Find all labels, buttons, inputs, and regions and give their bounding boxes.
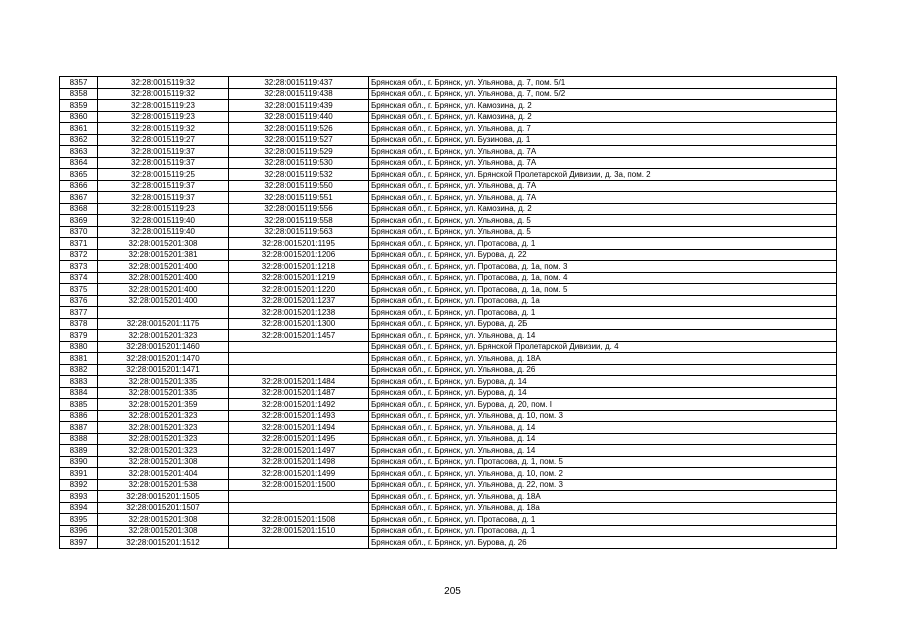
cadastral-number-cell [229, 364, 369, 376]
address-cell: Брянская обл., г. Брянск, ул. Ульянова, д. 22, пом. 3 [369, 479, 837, 491]
parent-cadastral-number-cell: 32:28:0015119:37 [98, 192, 229, 204]
row-number-cell: 8362 [60, 134, 98, 146]
address-cell: Брянская обл., г. Брянск, ул. Ульянова, д. 14 [369, 445, 837, 457]
parent-cadastral-number-cell: 32:28:0015201:1512 [98, 537, 229, 549]
cadastral-number-cell: 32:28:0015201:1495 [229, 433, 369, 445]
row-number-cell: 8366 [60, 180, 98, 192]
table-row [60, 169, 837, 181]
row-number-cell: 8372 [60, 249, 98, 261]
table-row [60, 456, 837, 468]
parent-cadastral-number-cell: 32:28:0015201:323 [98, 445, 229, 457]
address-cell: Брянская обл., г. Брянск, ул. Ульянова, д. 18А [369, 353, 837, 365]
cadastral-number-cell: 32:28:0015119:438 [229, 88, 369, 100]
row-number-cell: 8357 [60, 77, 98, 89]
row-number-cell: 8374 [60, 272, 98, 284]
row-number-cell: 8365 [60, 169, 98, 181]
cadastral-number-cell: 32:28:0015119:532 [229, 169, 369, 181]
row-number-cell: 8368 [60, 203, 98, 215]
address-cell: Брянская обл., г. Брянск, ул. Камозина, д. 2 [369, 100, 837, 112]
table-row [60, 272, 837, 284]
row-number-cell: 8371 [60, 238, 98, 250]
address-cell: Брянская обл., г. Брянск, ул. Ульянова, д. 14 [369, 330, 837, 342]
address-cell: Брянская обл., г. Брянск, ул. Ульянова, д. 7А [369, 157, 837, 169]
parent-cadastral-number-cell: 32:28:0015119:32 [98, 77, 229, 89]
row-number-cell: 8367 [60, 192, 98, 204]
cadastral-number-cell: 32:28:0015201:1219 [229, 272, 369, 284]
table-row [60, 249, 837, 261]
parent-cadastral-number-cell: 32:28:0015119:23 [98, 111, 229, 123]
table-row [60, 261, 837, 273]
cadastral-number-cell: 32:28:0015201:1206 [229, 249, 369, 261]
table-row [60, 330, 837, 342]
address-cell: Брянская обл., г. Брянск, ул. Протасова, д. 1 [369, 525, 837, 537]
parent-cadastral-number-cell: 32:28:0015201:1505 [98, 491, 229, 503]
address-cell: Брянская обл., г. Брянск, ул. Камозина, д. 2 [369, 203, 837, 215]
address-cell: Брянская обл., г. Брянск, ул. Протасова, д. 1 [369, 238, 837, 250]
row-number-cell: 8376 [60, 295, 98, 307]
parent-cadastral-number-cell: 32:28:0015201:323 [98, 422, 229, 434]
table-row [60, 468, 837, 480]
table-row [60, 100, 837, 112]
parent-cadastral-number-cell: 32:28:0015119:37 [98, 146, 229, 158]
table-row [60, 399, 837, 411]
address-cell: Брянская обл., г. Брянск, ул. Ульянова, д. 7А [369, 146, 837, 158]
cadastral-number-cell: 32:28:0015119:439 [229, 100, 369, 112]
parent-cadastral-number-cell: 32:28:0015201:359 [98, 399, 229, 411]
cadastral-number-cell: 32:28:0015201:1493 [229, 410, 369, 422]
parent-cadastral-number-cell: 32:28:0015119:23 [98, 100, 229, 112]
row-number-cell: 8361 [60, 123, 98, 135]
table-row [60, 479, 837, 491]
parent-cadastral-number-cell: 32:28:0015119:25 [98, 169, 229, 181]
cadastral-number-cell [229, 491, 369, 503]
address-cell: Брянская обл., г. Брянск, ул. Ульянова, д. 7, пом. 5/1 [369, 77, 837, 89]
row-number-cell: 8360 [60, 111, 98, 123]
parent-cadastral-number-cell: 32:28:0015201:1175 [98, 318, 229, 330]
address-cell: Брянская обл., г. Брянск, ул. Бузинова, д. 1 [369, 134, 837, 146]
address-cell: Брянская обл., г. Брянск, ул. Бурова, д. 14 [369, 387, 837, 399]
table-row [60, 410, 837, 422]
table-row [60, 180, 837, 192]
row-number-cell: 8384 [60, 387, 98, 399]
address-cell: Брянская обл., г. Брянск, ул. Протасова, д. 1а, пом. 5 [369, 284, 837, 296]
address-cell: Брянская обл., г. Брянск, ул. Бурова, д. 20, пом. I [369, 399, 837, 411]
table-row [60, 134, 837, 146]
parent-cadastral-number-cell: 32:28:0015201:308 [98, 514, 229, 526]
table-row [60, 146, 837, 158]
table-row [60, 215, 837, 227]
address-cell: Брянская обл., г. Брянск, ул. Протасова, д. 1а [369, 295, 837, 307]
row-number-cell: 8385 [60, 399, 98, 411]
parent-cadastral-number-cell: 32:28:0015201:308 [98, 525, 229, 537]
parent-cadastral-number-cell: 32:28:0015119:40 [98, 226, 229, 238]
table-row [60, 502, 837, 514]
cadastral-number-cell: 32:28:0015119:550 [229, 180, 369, 192]
cadastral-number-cell: 32:28:0015119:563 [229, 226, 369, 238]
address-cell: Брянская обл., г. Брянск, ул. Ульянова, д. 10, пом. 2 [369, 468, 837, 480]
row-number-cell: 8378 [60, 318, 98, 330]
row-number-cell: 8377 [60, 307, 98, 319]
parent-cadastral-number-cell: 32:28:0015201:400 [98, 284, 229, 296]
row-number-cell: 8364 [60, 157, 98, 169]
cadastral-number-cell [229, 341, 369, 353]
cadastral-number-cell: 32:28:0015119:551 [229, 192, 369, 204]
table-row [60, 433, 837, 445]
cadastral-number-cell: 32:28:0015201:1499 [229, 468, 369, 480]
row-number-cell: 8373 [60, 261, 98, 273]
cadastral-number-cell: 32:28:0015201:1195 [229, 238, 369, 250]
cadastral-number-cell [229, 537, 369, 549]
address-cell: Брянская обл., г. Брянск, ул. Брянской Пролетарской Дивизии, д. 4 [369, 341, 837, 353]
table-row [60, 525, 837, 537]
address-cell: Брянская обл., г. Брянск, ул. Ульянова, д. 26 [369, 364, 837, 376]
cadastral-number-cell: 32:28:0015201:1300 [229, 318, 369, 330]
row-number-cell: 8363 [60, 146, 98, 158]
table-row [60, 238, 837, 250]
cadastral-number-cell [229, 353, 369, 365]
cadastral-number-cell: 32:28:0015201:1492 [229, 399, 369, 411]
parent-cadastral-number-cell: 32:28:0015201:323 [98, 330, 229, 342]
address-cell: Брянская обл., г. Брянск, ул. Бурова, д. 14 [369, 376, 837, 388]
cadastral-number-cell: 32:28:0015201:1457 [229, 330, 369, 342]
row-number-cell: 8359 [60, 100, 98, 112]
cadastral-number-cell: 32:28:0015201:1238 [229, 307, 369, 319]
cadastral-number-cell: 32:28:0015119:558 [229, 215, 369, 227]
table-row [60, 157, 837, 169]
address-cell: Брянская обл., г. Брянск, ул. Бурова, д. 2Б [369, 318, 837, 330]
table-row [60, 203, 837, 215]
row-number-cell: 8381 [60, 353, 98, 365]
table-row [60, 353, 837, 365]
address-cell: Брянская обл., г. Брянск, ул. Ульянова, д. 5 [369, 215, 837, 227]
cadastral-number-cell: 32:28:0015201:1497 [229, 445, 369, 457]
parent-cadastral-number-cell: 32:28:0015201:323 [98, 433, 229, 445]
cadastral-number-cell: 32:28:0015201:1484 [229, 376, 369, 388]
cadastral-number-cell: 32:28:0015201:1500 [229, 479, 369, 491]
row-number-cell: 8392 [60, 479, 98, 491]
table-row [60, 123, 837, 135]
cadastral-number-cell: 32:28:0015119:440 [229, 111, 369, 123]
cadastral-number-cell: 32:28:0015201:1510 [229, 525, 369, 537]
parent-cadastral-number-cell: 32:28:0015201:381 [98, 249, 229, 261]
address-cell: Брянская обл., г. Брянск, ул. Протасова, д. 1, пом. 5 [369, 456, 837, 468]
cadastral-number-cell: 32:28:0015119:527 [229, 134, 369, 146]
address-cell: Брянская обл., г. Брянск, ул. Ульянова, д. 7А [369, 192, 837, 204]
parent-cadastral-number-cell: 32:28:0015201:538 [98, 479, 229, 491]
table-row [60, 318, 837, 330]
parent-cadastral-number-cell: 32:28:0015201:400 [98, 295, 229, 307]
parent-cadastral-number-cell: 32:28:0015201:400 [98, 261, 229, 273]
cadastral-number-cell: 32:28:0015201:1218 [229, 261, 369, 273]
parent-cadastral-number-cell: 32:28:0015201:335 [98, 387, 229, 399]
row-number-cell: 8379 [60, 330, 98, 342]
address-cell: Брянская обл., г. Брянск, ул. Бурова, д. 22 [369, 249, 837, 261]
table-row [60, 376, 837, 388]
table-row [60, 284, 837, 296]
cadastral-number-cell: 32:28:0015119:556 [229, 203, 369, 215]
address-cell: Брянская обл., г. Брянск, ул. Бурова, д. 26 [369, 537, 837, 549]
row-number-cell: 8394 [60, 502, 98, 514]
cadastral-number-cell: 32:28:0015119:526 [229, 123, 369, 135]
row-number-cell: 8397 [60, 537, 98, 549]
parent-cadastral-number-cell: 32:28:0015201:1470 [98, 353, 229, 365]
address-cell: Брянская обл., г. Брянск, ул. Ульянова, д. 10, пом. 3 [369, 410, 837, 422]
address-cell: Брянская обл., г. Брянск, ул. Ульянова, д. 14 [369, 422, 837, 434]
row-number-cell: 8386 [60, 410, 98, 422]
row-number-cell: 8375 [60, 284, 98, 296]
cadastral-number-cell: 32:28:0015201:1494 [229, 422, 369, 434]
cadastral-number-cell: 32:28:0015201:1498 [229, 456, 369, 468]
table-row [60, 307, 837, 319]
cadastral-number-cell: 32:28:0015119:437 [229, 77, 369, 89]
table-row [60, 295, 837, 307]
row-number-cell: 8388 [60, 433, 98, 445]
parent-cadastral-number-cell: 32:28:0015119:32 [98, 123, 229, 135]
address-cell: Брянская обл., г. Брянск, ул. Протасова, д. 1а, пом. 4 [369, 272, 837, 284]
parent-cadastral-number-cell [98, 307, 229, 319]
table-row [60, 226, 837, 238]
parent-cadastral-number-cell: 32:28:0015201:1460 [98, 341, 229, 353]
parent-cadastral-number-cell: 32:28:0015201:400 [98, 272, 229, 284]
address-cell: Брянская обл., г. Брянск, ул. Ульянова, д. 14 [369, 433, 837, 445]
address-cell: Брянская обл., г. Брянск, ул. Протасова, д. 1 [369, 514, 837, 526]
address-cell: Брянская обл., г. Брянск, ул. Камозина, д. 2 [369, 111, 837, 123]
row-number-cell: 8382 [60, 364, 98, 376]
table-row [60, 422, 837, 434]
parent-cadastral-number-cell: 32:28:0015201:1507 [98, 502, 229, 514]
parent-cadastral-number-cell: 32:28:0015201:404 [98, 468, 229, 480]
table-row [60, 364, 837, 376]
address-cell: Брянская обл., г. Брянск, ул. Протасова, д. 1а, пом. 3 [369, 261, 837, 273]
address-cell: Брянская обл., г. Брянск, ул. Ульянова, д. 7 [369, 123, 837, 135]
table-row [60, 445, 837, 457]
cadastral-number-cell: 32:28:0015119:530 [229, 157, 369, 169]
parent-cadastral-number-cell: 32:28:0015201:308 [98, 238, 229, 250]
page-number: 205 [444, 586, 461, 597]
table-row [60, 192, 837, 204]
cadastral-number-cell: 32:28:0015201:1487 [229, 387, 369, 399]
row-number-cell: 8387 [60, 422, 98, 434]
row-number-cell: 8393 [60, 491, 98, 503]
table-row [60, 88, 837, 100]
cadastral-number-cell [229, 502, 369, 514]
table-row [60, 514, 837, 526]
table-row [60, 111, 837, 123]
registry-table [59, 76, 837, 549]
row-number-cell: 8370 [60, 226, 98, 238]
row-number-cell: 8391 [60, 468, 98, 480]
row-number-cell: 8395 [60, 514, 98, 526]
parent-cadastral-number-cell: 32:28:0015201:335 [98, 376, 229, 388]
cadastral-number-cell: 32:28:0015201:1237 [229, 295, 369, 307]
row-number-cell: 8390 [60, 456, 98, 468]
cadastral-number-cell: 32:28:0015201:1220 [229, 284, 369, 296]
address-cell: Брянская обл., г. Брянск, ул. Ульянова, д. 7А [369, 180, 837, 192]
parent-cadastral-number-cell: 32:28:0015201:308 [98, 456, 229, 468]
address-cell: Брянская обл., г. Брянск, ул. Брянской Пролетарской Дивизии, д. 3а, пом. 2 [369, 169, 837, 181]
cadastral-number-cell: 32:28:0015201:1508 [229, 514, 369, 526]
parent-cadastral-number-cell: 32:28:0015119:32 [98, 88, 229, 100]
parent-cadastral-number-cell: 32:28:0015201:1471 [98, 364, 229, 376]
row-number-cell: 8396 [60, 525, 98, 537]
row-number-cell: 8383 [60, 376, 98, 388]
table-row [60, 341, 837, 353]
parent-cadastral-number-cell: 32:28:0015119:37 [98, 157, 229, 169]
table-row [60, 537, 837, 549]
parent-cadastral-number-cell: 32:28:0015201:323 [98, 410, 229, 422]
parent-cadastral-number-cell: 32:28:0015119:23 [98, 203, 229, 215]
address-cell: Брянская обл., г. Брянск, ул. Ульянова, д. 5 [369, 226, 837, 238]
table-row [60, 491, 837, 503]
table-row [60, 387, 837, 399]
row-number-cell: 8380 [60, 341, 98, 353]
row-number-cell: 8358 [60, 88, 98, 100]
address-cell: Брянская обл., г. Брянск, ул. Протасова, д. 1 [369, 307, 837, 319]
parent-cadastral-number-cell: 32:28:0015119:40 [98, 215, 229, 227]
row-number-cell: 8369 [60, 215, 98, 227]
table-row [60, 77, 837, 89]
parent-cadastral-number-cell: 32:28:0015119:37 [98, 180, 229, 192]
cadastral-number-cell: 32:28:0015119:529 [229, 146, 369, 158]
address-cell: Брянская обл., г. Брянск, ул. Ульянова, д. 18а [369, 502, 837, 514]
parent-cadastral-number-cell: 32:28:0015119:27 [98, 134, 229, 146]
row-number-cell: 8389 [60, 445, 98, 457]
address-cell: Брянская обл., г. Брянск, ул. Ульянова, д. 7, пом. 5/2 [369, 88, 837, 100]
registry-table-body [60, 77, 837, 549]
address-cell: Брянская обл., г. Брянск, ул. Ульянова, д. 18А [369, 491, 837, 503]
